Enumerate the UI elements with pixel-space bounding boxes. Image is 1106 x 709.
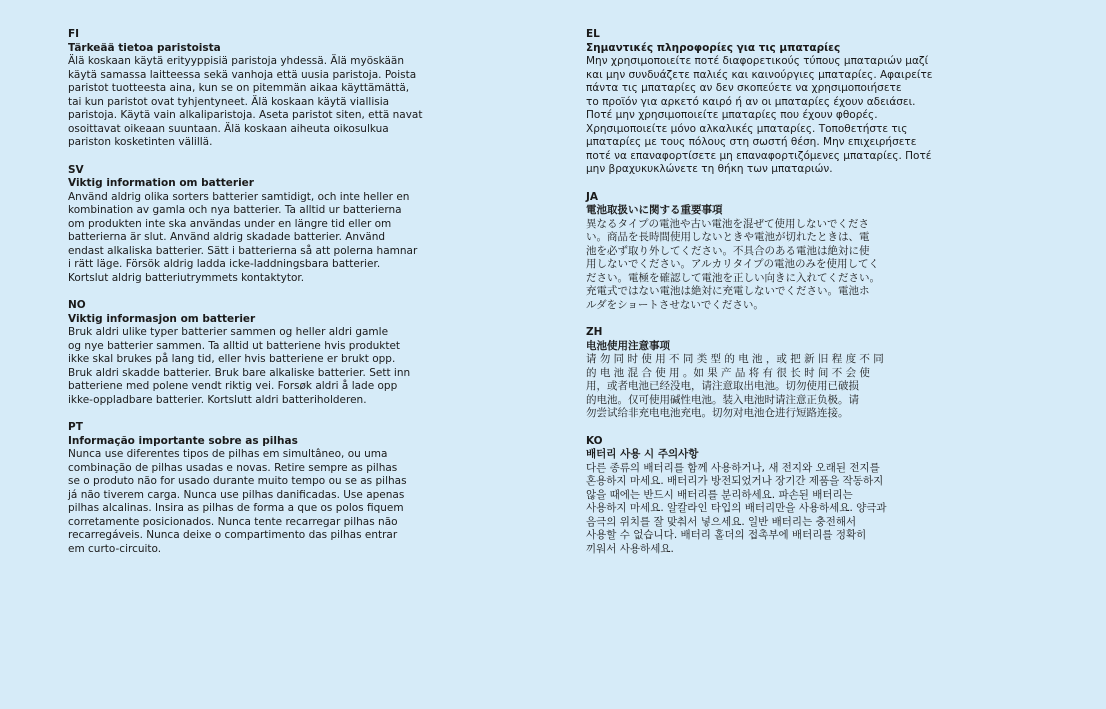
body-line: já não tiverem carga. Nunca use pilhas danificadas. Use apenas: [68, 488, 405, 501]
section-heading: Σημαντικές πληροφορίες για τις μπαταρίες: [586, 41, 841, 54]
body-line: 끼워서 사용하세요.: [586, 542, 674, 555]
language-code: NO: [68, 299, 86, 311]
body-line: Μην χρησιμοποιείτε ποτέ διαφορετικούς τύπους μπαταριών μαζί: [586, 55, 929, 67]
body-line: 充電式ではない電池は絶対に充電しないでください。電池ホ: [586, 285, 870, 297]
body-line: 用，或者电池已经没电，请注意取出电池。切勿使用已破损: [586, 380, 859, 392]
body-line: 用しないでください。アルカリタイプの電池のみを使用してく: [586, 258, 880, 270]
body-line: 않을 때에는 반드시 배터리를 분리하세요. 파손된 배터리는: [586, 488, 853, 501]
body-line: Bruk aldri ulike typer batterier sammen og heller aldri gamle: [68, 326, 389, 338]
body-line: pariston kosketinten välillä.: [68, 136, 213, 148]
section-body: [586, 462, 931, 557]
body-line: ikke-oppladbare batterier. Kortslutt aldri batteriholderen.: [68, 393, 367, 406]
section-ja: [586, 191, 931, 313]
body-line: corretamente posicionados. Nunca tente recarregar pilhas não: [68, 515, 398, 528]
body-line: endast alkaliska batterier. Sätt i batterierna så att polerna hamnar: [68, 244, 418, 257]
body-line: 池を必ず取り外してください。不具合のある電池は絶対に使: [586, 244, 870, 257]
section-sv: [68, 163, 418, 286]
body-line: μπαταρίες με τους πόλους στη σωστή θέση. Μην επιχειρήσετε: [586, 136, 917, 148]
body-line: om produkten inte ska användas under en längre tid eller om: [68, 217, 392, 230]
section-body: [586, 353, 931, 421]
body-line: Nunca use diferentes tipos de pilhas em simultâneo, ou uma: [68, 448, 388, 460]
section-heading: 电池使用注意事项: [586, 339, 670, 352]
body-line: ποτέ να επαναφορτίσετε μη επαναφορτιζόμενες μπαταρίες. Ποτέ: [586, 149, 932, 162]
body-line: combinação de pilhas usadas e novas. Retire sempre as pilhas: [68, 461, 398, 474]
body-line: Bruk aldri skadde batterier. Bruk bare alkaliske batterier. Sett inn: [68, 366, 411, 379]
language-code: FI: [68, 28, 80, 40]
body-line: 的 电 池 混 合 使 用 。如 果 产 品 将 有 很 长 时 间 不 会 使: [586, 366, 870, 379]
body-line: Älä koskaan käytä erityyppisiä paristoja yhdessä. Älä myöskään: [68, 55, 405, 67]
right-column: [586, 28, 931, 570]
body-line: ルダをショートさせないでください。: [586, 298, 764, 311]
language-code: KO: [586, 434, 603, 447]
section-heading: Tärkeää tietoa paristoista: [68, 41, 221, 54]
section-body: [68, 190, 418, 286]
body-line: και μην συνδυάζετε παλιές και καινούργιες μπαταρίες. Αφαιρείτε: [586, 68, 933, 81]
body-line: batterierna är slut. Använd aldrig skadade batterier. Använd: [68, 231, 386, 243]
left-column: [68, 28, 423, 570]
body-line: 음극의 위치를 잘 맞춰서 넣으세요. 일반 배터리는 충전해서: [586, 515, 857, 528]
section-pt: [68, 421, 413, 556]
body-line: πάντα τις μπαταρίες αν δεν σκοπεύετε να χρησιμοποιήσετε: [586, 82, 902, 94]
section-heading: Viktig informasjon om batterier: [68, 312, 256, 325]
body-line: το προϊόν για αρκετό καιρό ή αν οι μπαταρίες έχουν αδειάσει.: [586, 95, 916, 108]
section-heading: Viktig information om batterier: [68, 177, 254, 189]
section-no: [68, 299, 413, 407]
section-zh: [586, 326, 931, 421]
body-line: Använd aldrig olika sorters batterier samtidigt, och inte heller en: [68, 190, 410, 203]
body-line: 異なるタイプの電池や古い電池を混ぜて使用しないでくださ: [586, 217, 869, 230]
body-line: い。商品を長時間使用しないときや電池が切れたときは、電: [586, 231, 870, 243]
body-line: Χρησιμοποιείτε μόνο αλκαλικές μπαταρίες. Τοποθετήστε τις: [586, 122, 908, 135]
section-body: [586, 218, 931, 313]
language-code: JA: [586, 190, 599, 203]
body-line: osoittavat oikeaan suuntaan. Älä koskaan aiheuta oikosulkua: [68, 122, 389, 135]
body-line: og nye batterier sammen. Ta alltid ut batteriene hvis produktet: [68, 339, 401, 352]
section-body: [68, 326, 413, 407]
section-body: [68, 448, 413, 556]
language-code: ZH: [586, 326, 603, 338]
body-line: 请 勿 同 时 使 用 不 同 类 型 的 电 池 ，或 把 新 旧 程 度 不 同: [586, 353, 884, 365]
section-body: [68, 55, 423, 150]
body-line: paristot tuotteesta aina, kun se on pitemmän aikaa käyttämättä,: [68, 82, 410, 94]
body-line: ikke skal brukes på lang tid, eller hvis batteriene er brukt opp.: [68, 353, 396, 365]
body-line: ださい。電極を確認して電池を正しい向きに入れてください。: [586, 271, 880, 284]
body-line: se o produto não for usado durante muito tempo ou se as pilhas: [68, 475, 407, 487]
language-code: PT: [68, 421, 83, 433]
language-code: EL: [586, 28, 600, 40]
body-line: i rätt läge. Försök aldrig ladda icke-laddningsbara batterier.: [68, 258, 381, 270]
body-line: 혼용하지 마세요. 배터리가 방전되었거나 장기간 제품을 작동하지: [586, 475, 884, 487]
body-line: Ποτέ μην χρησιμοποιείτε μπαταρίες που έχουν φθορές.: [586, 109, 878, 121]
body-line: em curto-circuito.: [68, 542, 162, 555]
body-line: kombination av gamla och nya batterier. Ta alltid ur batterierna: [68, 204, 402, 216]
body-line: recarregáveis. Nunca deixe o compartimento das pilhas entrar: [68, 529, 398, 541]
body-line: pilhas alcalinas. Insira as pilhas de forma a que os polos fiquem: [68, 502, 404, 514]
body-line: Kortslut aldrig batteriutrymmets kontaktytor.: [68, 271, 305, 284]
section-heading: 電池取扱いに関する重要事項: [586, 204, 723, 216]
body-line: käytä samassa laitteessa sekä vanhoja että uusia paristoja. Poista: [68, 68, 417, 81]
section-body: [586, 55, 931, 177]
body-line: μην βραχυκυκλώνετε τη θήκη των μπαταριών.: [586, 163, 833, 175]
section-ko: [586, 435, 931, 557]
body-line: batteriene med polene vendt riktig vei. Forsøk aldri å lade opp: [68, 380, 398, 392]
body-line: tai kun paristot ovat tyhjentyneet. Älä koskaan käytä viallisia: [68, 95, 390, 108]
body-line: 사용할 수 없습니다. 배터리 홀더의 접촉부에 배터리를 정확히: [586, 529, 867, 541]
body-line: 的电池。仅可使用碱性电池。装入电池时请注意正负极。请: [586, 393, 859, 406]
section-heading: Informação importante sobre as pilhas: [68, 434, 298, 447]
section-fi: [68, 28, 423, 150]
body-line: 다른 종류의 배터리를 함께 사용하거나, 새 전지와 오래된 전지를: [586, 461, 880, 474]
section-el: [586, 28, 931, 177]
body-line: paristoja. Käytä vain alkaliparistoja. Aseta paristot siten, että navat: [68, 109, 423, 121]
body-line: 사용하지 마세요. 알칼라인 타입의 배터리만을 사용하세요. 양극과: [586, 502, 887, 514]
section-heading: 배터리 사용 시 주의사항: [586, 448, 699, 460]
body-line: 勿尝试给非充电电池充电。切勿对电池仓进行短路连接。: [586, 407, 849, 419]
language-code: SV: [68, 163, 84, 176]
